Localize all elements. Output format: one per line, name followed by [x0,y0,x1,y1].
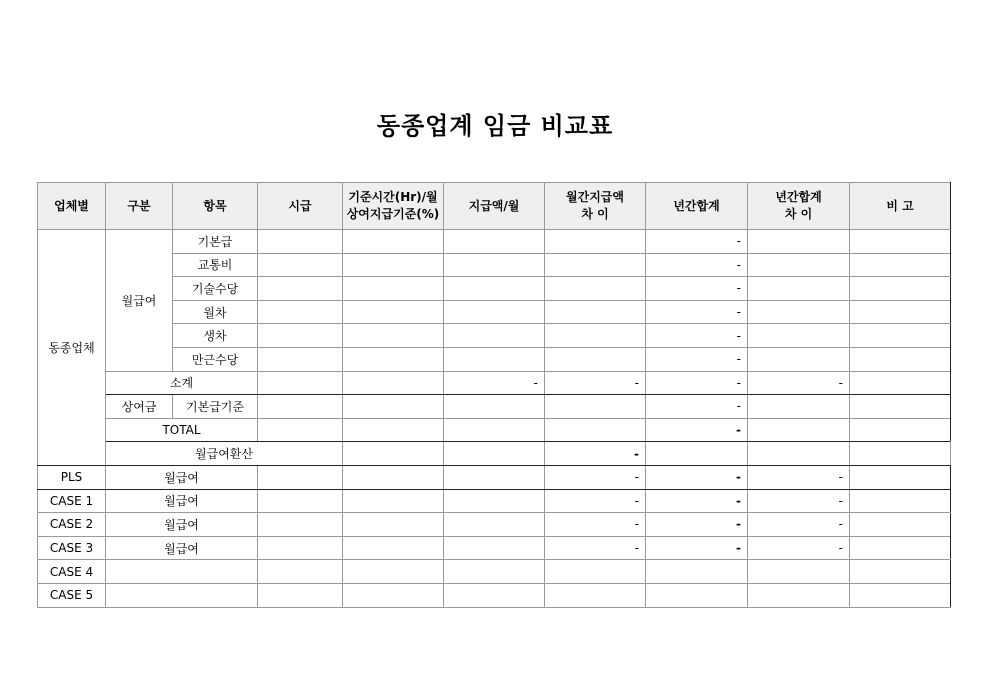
monthly-pay-value: - [545,442,646,466]
header-category: 구분 [106,183,173,230]
empty-cell [444,489,545,513]
item-cell: 만근수당 [173,347,258,371]
empty-cell [545,583,646,607]
empty-cell [444,253,545,277]
empty-cell [545,277,646,301]
page-title: 동종업계 임금 비교표 [376,112,614,140]
empty-cell [850,442,951,466]
item-cell: 교통비 [173,253,258,277]
subtotal-label: 소계 [106,371,258,395]
empty-cell [258,513,343,537]
case-row [38,513,951,537]
empty-cell [343,442,444,466]
case-category [106,560,258,584]
header-company: 업체별 [38,183,106,230]
empty-cell [258,277,343,301]
empty-cell [850,300,951,324]
empty-cell [343,277,444,301]
annual-total-value: - [646,536,748,560]
header-standard-hours-line1: 기준시간(Hr)/월 [348,190,438,204]
empty-cell [444,230,545,254]
empty-cell [343,418,444,442]
annual-total-value: - [646,395,748,419]
table-row [38,347,951,371]
empty-cell [258,583,343,607]
header-annual-diff-line1: 년간합계 [775,190,822,204]
empty-cell [748,277,850,301]
header-monthly-pay: 지급액/월 [444,183,545,230]
annual-diff-value: - [748,371,850,395]
empty-cell [343,560,444,584]
empty-cell [444,418,545,442]
monthly-diff-value: - [545,465,646,489]
header-monthly-diff-line2: 차 이 [581,207,609,221]
empty-cell [258,536,343,560]
empty-cell [444,395,545,419]
empty-cell [850,418,951,442]
empty-cell [850,465,951,489]
empty-cell [444,277,545,301]
empty-cell [850,583,951,607]
header-hourly: 시급 [258,183,343,230]
annual-diff-value: - [748,465,850,489]
monthly-pay-value: - [444,371,545,395]
wage-comparison-table [37,182,951,608]
empty-cell [850,560,951,584]
header-row [38,183,951,230]
empty-cell [850,324,951,348]
header-standard-hours-line2: 상여지급기준(%) [346,207,440,221]
header-annual-diff-line2: 차 이 [784,207,813,221]
subtotal-row [38,371,951,395]
empty-cell [850,277,951,301]
empty-cell [850,536,951,560]
empty-cell [258,324,343,348]
table-row [38,277,951,301]
case-name: CASE 5 [38,583,106,607]
monthly-conversion-row [38,442,951,466]
annual-total-value: - [646,465,748,489]
empty-cell [748,560,850,584]
empty-cell [850,371,951,395]
empty-cell [258,465,343,489]
monthly-conversion-label: 월급여환산 [106,442,343,466]
empty-cell [545,560,646,584]
empty-cell [444,324,545,348]
annual-diff-value: - [748,513,850,537]
empty-cell [343,395,444,419]
empty-cell [343,300,444,324]
annual-total-value: - [646,371,748,395]
empty-cell [343,347,444,371]
empty-cell [444,300,545,324]
empty-cell [258,560,343,584]
empty-cell [646,560,748,584]
case-category: 월급여 [106,489,258,513]
case-row [38,489,951,513]
empty-cell [444,583,545,607]
empty-cell [646,583,748,607]
case-name: CASE 3 [38,536,106,560]
header-monthly-diff [545,183,646,230]
empty-cell [545,418,646,442]
case-name: CASE 4 [38,560,106,584]
empty-cell [343,583,444,607]
empty-cell [343,536,444,560]
annual-total-value: - [646,324,748,348]
bonus-item: 기본급기준 [173,395,258,419]
empty-cell [444,465,545,489]
empty-cell [258,371,343,395]
table-row [38,253,951,277]
header-item: 항목 [173,183,258,230]
header-standard-hours [343,183,444,230]
empty-cell [444,560,545,584]
company-cell: 동종업체 [38,230,106,466]
header-annual-diff [748,183,850,230]
empty-cell [850,347,951,371]
table-row [38,324,951,348]
item-cell: 기술수당 [173,277,258,301]
annual-diff-value: - [748,536,850,560]
monthly-diff-value: - [545,489,646,513]
empty-cell [748,395,850,419]
empty-cell [258,418,343,442]
empty-cell [748,230,850,254]
empty-cell [258,253,343,277]
case-row [38,465,951,489]
header-remarks: 비 고 [850,183,951,230]
empty-cell [545,230,646,254]
case-category: 월급여 [106,513,258,537]
empty-cell [850,489,951,513]
header-annual-total: 년간합계 [646,183,748,230]
empty-cell [444,513,545,537]
monthly-diff-value: - [545,371,646,395]
annual-total-value: - [646,300,748,324]
case-category: 월급여 [106,536,258,560]
item-cell: 기본급 [173,230,258,254]
empty-cell [748,300,850,324]
empty-cell [343,253,444,277]
case-row [38,560,951,584]
category-bonus: 상여금 [106,395,173,419]
empty-cell [258,347,343,371]
empty-cell [748,442,850,466]
annual-total-value: - [646,489,748,513]
empty-cell [444,536,545,560]
annual-total-value: - [646,347,748,371]
category-monthly-salary: 월급여 [106,230,173,372]
empty-cell [545,395,646,419]
empty-cell [748,418,850,442]
empty-cell [748,253,850,277]
case-category [106,583,258,607]
empty-cell [850,230,951,254]
case-name: CASE 1 [38,489,106,513]
monthly-diff-value: - [545,536,646,560]
annual-total-value: - [646,513,748,537]
empty-cell [343,371,444,395]
annual-diff-value: - [748,489,850,513]
empty-cell [545,300,646,324]
empty-cell [343,324,444,348]
case-name: PLS [38,465,106,489]
empty-cell [748,324,850,348]
case-category: 월급여 [106,465,258,489]
empty-cell [748,583,850,607]
empty-cell [545,253,646,277]
total-row [38,418,951,442]
header-monthly-diff-line1: 월간지급액 [566,190,624,204]
empty-cell [258,489,343,513]
monthly-diff-value: - [545,513,646,537]
empty-cell [850,513,951,537]
total-label: TOTAL [106,418,258,442]
empty-cell [258,230,343,254]
empty-cell [444,347,545,371]
empty-cell [646,442,748,466]
item-cell: 생차 [173,324,258,348]
annual-total-value: - [646,230,748,254]
empty-cell [258,300,343,324]
empty-cell [343,230,444,254]
empty-cell [850,395,951,419]
annual-total-value: - [646,418,748,442]
empty-cell [343,465,444,489]
case-name: CASE 2 [38,513,106,537]
annual-total-value: - [646,277,748,301]
table-row [38,300,951,324]
case-row [38,536,951,560]
annual-total-value: - [646,253,748,277]
case-row [38,583,951,607]
empty-cell [545,347,646,371]
empty-cell [545,324,646,348]
empty-cell [343,513,444,537]
empty-cell [258,395,343,419]
empty-cell [444,442,545,466]
table-row [38,230,951,254]
empty-cell [850,253,951,277]
empty-cell [748,347,850,371]
item-cell: 월차 [173,300,258,324]
bonus-row [38,395,951,419]
empty-cell [343,489,444,513]
